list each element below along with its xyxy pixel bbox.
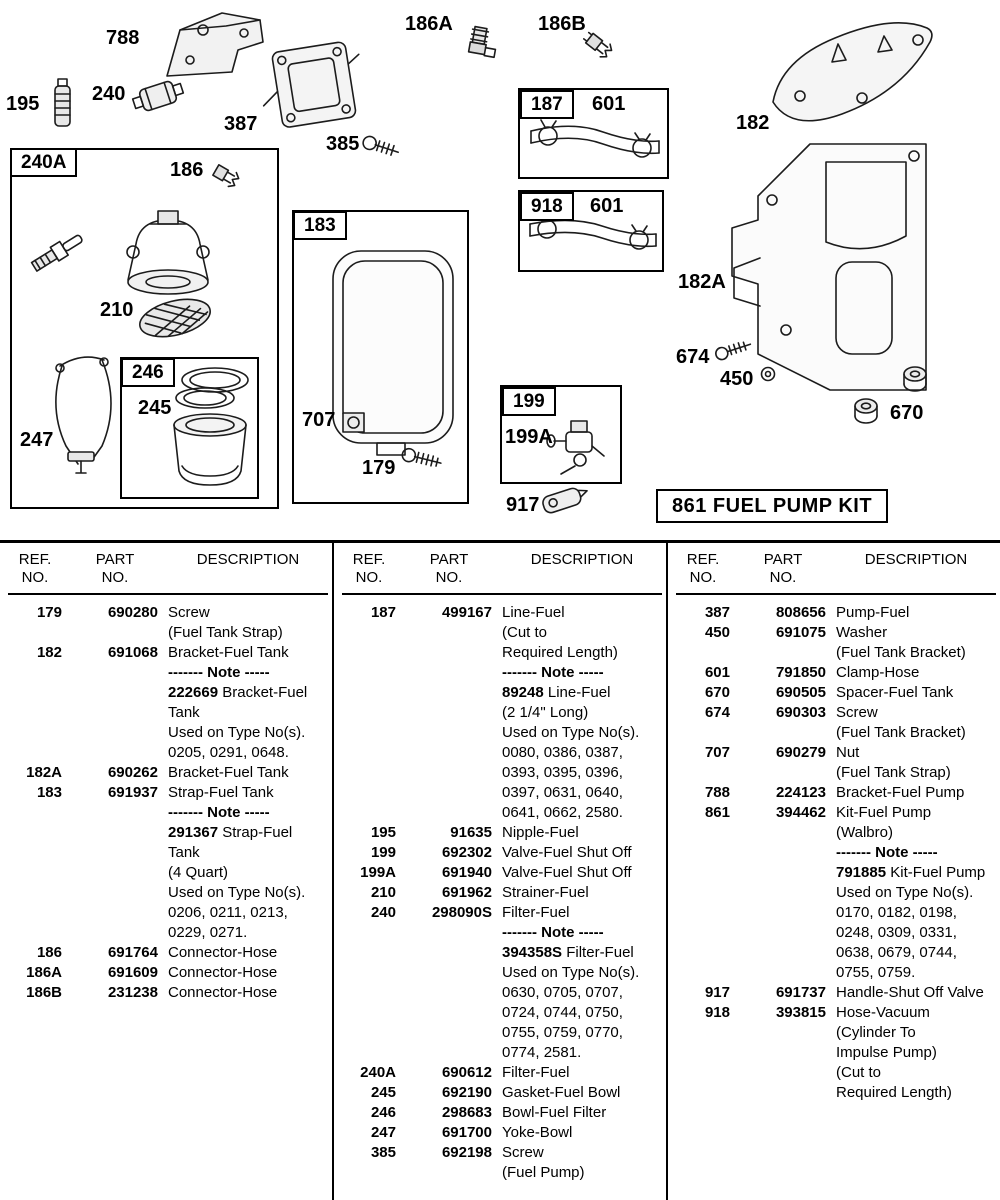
description: Washer (Fuel Tank Bracket) bbox=[836, 624, 966, 661]
description: Valve-Fuel Shut Off bbox=[502, 844, 632, 861]
part-no: 691075 bbox=[775, 624, 826, 641]
ref-no: 199 bbox=[370, 844, 396, 861]
ref-no: 179 bbox=[36, 604, 62, 621]
part-label-788: 788 bbox=[106, 27, 140, 49]
part-no: 692198 bbox=[441, 1144, 492, 1161]
description: Hose-Vacuum (Cylinder To Impulse Pump) (Cut to Required Length) bbox=[836, 1004, 952, 1101]
description: Clamp-Hose bbox=[836, 664, 920, 681]
part-label-917: 917 bbox=[506, 494, 540, 516]
part-label-183: 183 bbox=[293, 211, 347, 240]
fuel-pump-kit-label: 861 FUEL PUMP KIT bbox=[656, 489, 888, 523]
part-row-385 bbox=[342, 1143, 662, 1183]
part-label-182: 182 bbox=[736, 112, 770, 134]
part-no: 691764 bbox=[107, 944, 158, 961]
part-row-674 bbox=[676, 703, 996, 743]
part-row-240A bbox=[342, 1063, 662, 1083]
part-row-707 bbox=[676, 743, 996, 783]
part-row-182 bbox=[8, 643, 328, 763]
part-label-199: 199 bbox=[502, 387, 556, 416]
part-label-240a: 240A bbox=[10, 148, 77, 177]
rows-column-3 bbox=[676, 595, 996, 1103]
part-no: 690262 bbox=[107, 764, 158, 781]
part-no: 298683 bbox=[441, 1104, 492, 1121]
part-label-385: 385 bbox=[326, 133, 360, 155]
part-label-179: 179 bbox=[362, 457, 396, 479]
ref-no: 788 bbox=[704, 784, 730, 801]
part-row-195 bbox=[342, 823, 662, 843]
part-no: 691940 bbox=[441, 864, 492, 881]
part-row-210 bbox=[342, 883, 662, 903]
part-row-670 bbox=[676, 683, 996, 703]
part-no-header: PART NO. bbox=[429, 551, 469, 586]
parts-column-1 bbox=[0, 543, 332, 1200]
ref-no: 186 bbox=[36, 944, 62, 961]
ref-no: 247 bbox=[370, 1124, 396, 1141]
description: Handle-Shut Off Valve bbox=[836, 984, 984, 1001]
part-no-header: PART NO. bbox=[95, 551, 135, 586]
ref-no: 186B bbox=[26, 984, 62, 1001]
parts-column-2 bbox=[332, 543, 666, 1200]
ref-no: 195 bbox=[370, 824, 396, 841]
part-label-240: 240 bbox=[92, 83, 126, 105]
part-no: 691068 bbox=[107, 644, 158, 661]
parts-table bbox=[0, 540, 1000, 1200]
description-header: DESCRIPTION bbox=[864, 551, 968, 568]
description: Pump-Fuel bbox=[836, 604, 910, 621]
ref-no-header: REF. NO. bbox=[18, 551, 52, 586]
table-header bbox=[8, 549, 328, 595]
part-row-182A bbox=[8, 763, 328, 783]
part-row-186A bbox=[8, 963, 328, 983]
description: Nipple-Fuel bbox=[502, 824, 579, 841]
part-label-450: 450 bbox=[720, 368, 754, 390]
ref-no: 385 bbox=[370, 1144, 396, 1161]
ref-no: 861 bbox=[704, 804, 730, 821]
part-no: 231238 bbox=[107, 984, 158, 1001]
description: Connector-Hose bbox=[168, 944, 278, 961]
part-row-183 bbox=[8, 783, 328, 943]
part-no: 691937 bbox=[107, 784, 158, 801]
description: Filter-Fuel ------- Note ----- 394358S Filter-Fuel Used on Type No(s). 0630, 0705, 0707, 0724, 0744, 0750, 0755, 0759, 0770, 0774, 2581. bbox=[502, 904, 640, 1061]
ref-no: 183 bbox=[36, 784, 62, 801]
part-no: 394462 bbox=[775, 804, 826, 821]
ref-no: 918 bbox=[704, 1004, 730, 1021]
part-label-674: 674 bbox=[676, 346, 710, 368]
description: Screw (Fuel Pump) bbox=[502, 1144, 585, 1181]
part-no: 298090S bbox=[431, 904, 492, 921]
table-header bbox=[676, 549, 996, 595]
ref-no: 674 bbox=[704, 704, 730, 721]
part-row-601 bbox=[676, 663, 996, 683]
ref-no: 601 bbox=[704, 664, 730, 681]
part-row-240 bbox=[342, 903, 662, 1063]
ref-no-header: REF. NO. bbox=[686, 551, 720, 586]
part-row-450 bbox=[676, 623, 996, 663]
part-no: 791850 bbox=[775, 664, 826, 681]
part-no: 690279 bbox=[775, 744, 826, 761]
description: Strap-Fuel Tank ------- Note ----- 291367 Strap-Fuel Tank (4 Quart) Used on Type No(s). 0206, 0211, 0213, 0229, 0271. bbox=[168, 784, 306, 941]
part-label-601-upper: 601 bbox=[592, 93, 626, 115]
description: Gasket-Fuel Bowl bbox=[502, 1084, 621, 1101]
part-row-186B bbox=[8, 983, 328, 1003]
part-no: 808656 bbox=[775, 604, 826, 621]
part-row-918 bbox=[676, 1003, 996, 1103]
ref-no: 187 bbox=[370, 604, 396, 621]
rows-column-1 bbox=[8, 595, 328, 1003]
part-label-199a: 199A bbox=[505, 426, 553, 448]
part-no: 691700 bbox=[441, 1124, 492, 1141]
description: Filter-Fuel bbox=[502, 1064, 570, 1081]
ref-no: 917 bbox=[704, 984, 730, 1001]
parts-column-3 bbox=[666, 543, 1000, 1200]
part-label-210: 210 bbox=[100, 299, 134, 321]
part-row-247 bbox=[342, 1123, 662, 1143]
ref-no: 245 bbox=[370, 1084, 396, 1101]
part-no: 499167 bbox=[441, 604, 492, 621]
part-label-670: 670 bbox=[890, 402, 924, 424]
ref-no: 387 bbox=[704, 604, 730, 621]
part-no: 690303 bbox=[775, 704, 826, 721]
part-row-179 bbox=[8, 603, 328, 643]
description: Screw (Fuel Tank Strap) bbox=[168, 604, 283, 641]
part-row-246 bbox=[342, 1103, 662, 1123]
part-row-917 bbox=[676, 983, 996, 1003]
part-label-186: 186 bbox=[170, 159, 204, 181]
ref-no: 450 bbox=[704, 624, 730, 641]
part-label-387: 387 bbox=[224, 113, 258, 135]
part-label-186b: 186B bbox=[538, 13, 586, 35]
description: Bracket-Fuel Pump bbox=[836, 784, 965, 801]
part-row-186 bbox=[8, 943, 328, 963]
description: Bracket-Fuel Tank bbox=[168, 764, 289, 781]
description: Kit-Fuel Pump (Walbro) ------- Note ----- 791885 Kit-Fuel Pump Used on Type No(s). 0170, 0182, 0198, 0248, 0309, 0331, 0638, 0679, 0744, 0755, 0759. bbox=[836, 804, 986, 981]
description: Strainer-Fuel bbox=[502, 884, 589, 901]
description: Bowl-Fuel Filter bbox=[502, 1104, 607, 1121]
part-row-245 bbox=[342, 1083, 662, 1103]
description: Screw (Fuel Tank Bracket) bbox=[836, 704, 966, 741]
part-no: 393815 bbox=[775, 1004, 826, 1021]
part-label-918: 918 bbox=[520, 192, 574, 221]
part-no: 691737 bbox=[775, 984, 826, 1001]
part-label-245: 245 bbox=[138, 397, 172, 419]
ref-no: 182 bbox=[36, 644, 62, 661]
part-row-199 bbox=[342, 843, 662, 863]
part-row-387 bbox=[676, 603, 996, 623]
part-no-header: PART NO. bbox=[763, 551, 803, 586]
description: Connector-Hose bbox=[168, 984, 278, 1001]
part-no: 224123 bbox=[775, 784, 826, 801]
description: Connector-Hose bbox=[168, 964, 278, 981]
part-no: 691609 bbox=[107, 964, 158, 981]
parts-diagram bbox=[0, 0, 1000, 540]
description-header: DESCRIPTION bbox=[196, 551, 300, 568]
description: Line-Fuel (Cut to Required Length) ------- Note ----- 89248 Line-Fuel (2 1/4" Long) Used on Type No(s). 0080, 0386, 0387, 0393, 0395, 0396, 0397, 0631, 0640, 0641, 0662, 2580. bbox=[502, 604, 640, 821]
ref-no: 240 bbox=[370, 904, 396, 921]
ref-no: 670 bbox=[704, 684, 730, 701]
part-no: 91635 bbox=[450, 824, 492, 841]
part-row-788 bbox=[676, 783, 996, 803]
part-label-182a: 182A bbox=[678, 271, 726, 293]
part-label-187: 187 bbox=[520, 90, 574, 119]
ref-no: 246 bbox=[370, 1104, 396, 1121]
part-row-861 bbox=[676, 803, 996, 983]
part-label-247: 247 bbox=[20, 429, 54, 451]
rows-column-2 bbox=[342, 595, 662, 1183]
part-label-186a: 186A bbox=[405, 13, 453, 35]
ref-no: 182A bbox=[26, 764, 62, 781]
description: Yoke-Bowl bbox=[502, 1124, 573, 1141]
part-label-601-lower: 601 bbox=[590, 195, 624, 217]
description: Spacer-Fuel Tank bbox=[836, 684, 954, 701]
ref-no: 186A bbox=[26, 964, 62, 981]
part-row-199A bbox=[342, 863, 662, 883]
description: Valve-Fuel Shut Off bbox=[502, 864, 632, 881]
ref-no: 199A bbox=[360, 864, 396, 881]
part-row-187 bbox=[342, 603, 662, 823]
part-no: 690505 bbox=[775, 684, 826, 701]
ref-no: 707 bbox=[704, 744, 730, 761]
ref-no-header: REF. NO. bbox=[352, 551, 386, 586]
part-label-246: 246 bbox=[121, 358, 175, 387]
diagram-layer bbox=[0, 0, 1000, 540]
part-no: 692302 bbox=[441, 844, 492, 861]
table-header bbox=[342, 549, 662, 595]
part-no: 692190 bbox=[441, 1084, 492, 1101]
part-label-195: 195 bbox=[6, 93, 40, 115]
part-no: 690612 bbox=[441, 1064, 492, 1081]
description-header: DESCRIPTION bbox=[530, 551, 634, 568]
part-no: 690280 bbox=[107, 604, 158, 621]
part-label-707: 707 bbox=[302, 409, 336, 431]
description: Nut (Fuel Tank Strap) bbox=[836, 744, 951, 781]
ref-no: 210 bbox=[370, 884, 396, 901]
description: Bracket-Fuel Tank ------- Note ----- 222669 Bracket-Fuel Tank Used on Type No(s). 0205, 0291, 0648. bbox=[168, 644, 308, 761]
part-no: 691962 bbox=[441, 884, 492, 901]
ref-no: 240A bbox=[360, 1064, 396, 1081]
